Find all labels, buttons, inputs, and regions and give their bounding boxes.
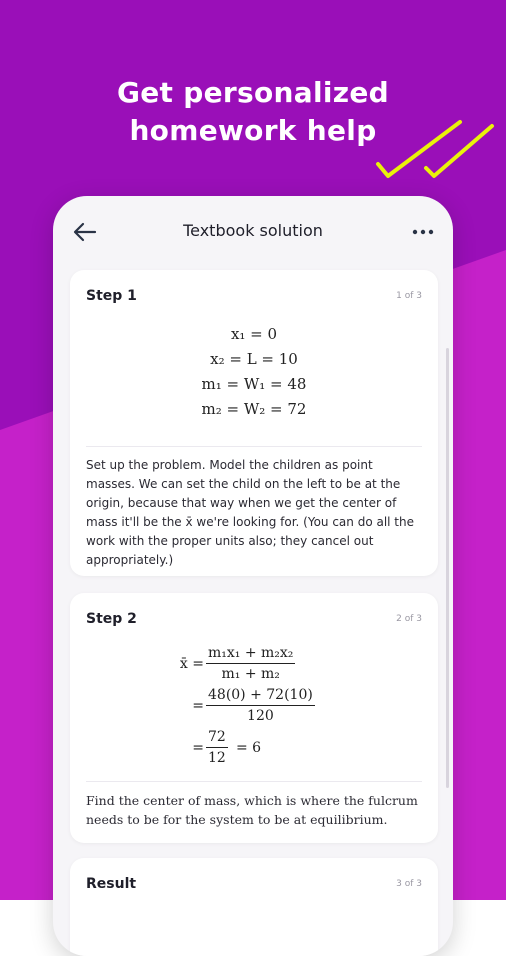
fraction-denominator: m₁ + m₂ — [221, 666, 280, 682]
headline-line-1: Get personalized — [116, 76, 389, 109]
equation-result: = 6 — [236, 740, 262, 756]
step-title: Step 2 — [86, 611, 137, 627]
fraction-denominator: 12 — [208, 750, 226, 766]
equation-line: x₁ = 0 — [230, 325, 278, 343]
appbar-title: Textbook solution — [183, 221, 323, 240]
more-horizontal-icon[interactable] — [409, 218, 437, 246]
step-1-explanation: Set up the problem. Model the children as point masses. We can set the child on the left to be at the origin, because that way when we get the center of mass it'll be the x̄ we're looking for. (You can do all the work with the proper units also; they cancel out appropriately.) — [86, 458, 415, 567]
equation-line: m₁ = W₁ = 48 — [201, 375, 307, 393]
step-title: Step 1 — [86, 288, 137, 304]
step-1-equations — [70, 322, 438, 422]
equation-line: x₂ = L = 10 — [210, 350, 298, 368]
divider — [86, 781, 422, 782]
fraction — [206, 643, 295, 684]
step-2-explanation: Find the center of mass, which is where the fulcrum needs to be for the system to be at equilibrium. — [86, 793, 418, 827]
equation-row — [70, 685, 438, 731]
result-title: Result — [86, 876, 137, 892]
checkmarks-icon — [372, 112, 496, 188]
step-card-1 — [70, 270, 438, 576]
step-card-2 — [70, 593, 438, 843]
fraction-numerator: 48(0) + 72(10) — [208, 687, 313, 703]
equation-lhs: x̄ = — [179, 656, 204, 672]
equation-line: m₂ = W₂ = 72 — [201, 400, 307, 418]
equation-equals: = — [192, 698, 204, 714]
scrollbar[interactable] — [446, 348, 449, 788]
phone-screen — [53, 196, 453, 956]
fraction-numerator: m₁x₁ + m₂x₂ — [208, 645, 294, 661]
step-count: 1 of 3 — [396, 291, 422, 301]
equation-row — [70, 643, 438, 689]
fraction — [206, 685, 315, 726]
app-bar — [53, 196, 453, 270]
step-count: 2 of 3 — [396, 614, 422, 624]
divider — [86, 446, 422, 447]
fraction-numerator: 72 — [208, 729, 226, 745]
fraction — [206, 727, 228, 768]
equation-row — [70, 727, 438, 773]
result-card — [70, 858, 438, 956]
step-count: 3 of 3 — [396, 879, 422, 889]
headline-line-2: homework help — [129, 114, 377, 147]
fraction-denominator: 120 — [247, 708, 274, 724]
equation-equals: = — [192, 740, 204, 756]
